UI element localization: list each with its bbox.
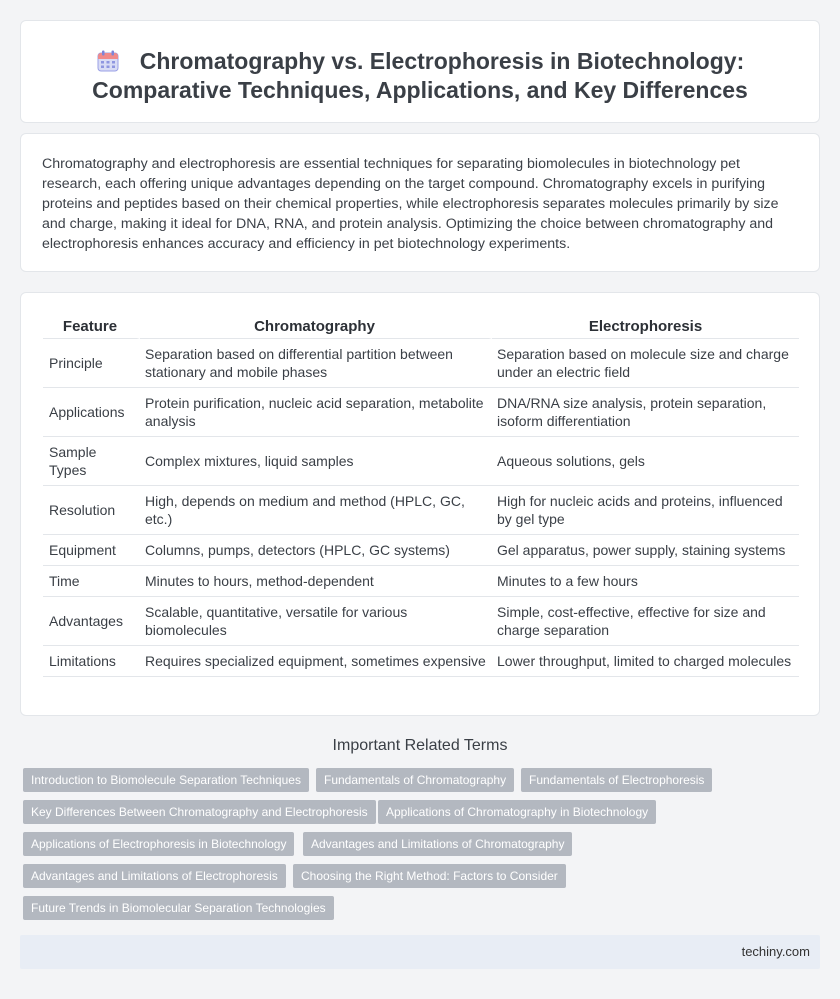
calendar-icon <box>96 49 120 73</box>
related-term-tag[interactable]: Introduction to Biomolecule Separation Techniques <box>23 768 309 792</box>
electrophoresis-cell: Gel apparatus, power supply, staining systems <box>492 535 799 566</box>
electrophoresis-cell: Aqueous solutions, gels <box>492 437 799 486</box>
header-electrophoresis: Electrophoresis <box>492 314 799 339</box>
feature-cell: Principle <box>43 339 140 388</box>
feature-cell: Equipment <box>43 535 140 566</box>
related-term-tag[interactable]: Applications of Electrophoresis in Biotechnology <box>23 832 294 856</box>
chromatography-cell: Scalable, quantitative, versatile for various biomolecules <box>140 597 492 646</box>
related-term-tag[interactable]: Fundamentals of Electrophoresis <box>521 768 712 792</box>
related-term-tag[interactable]: Choosing the Right Method: Factors to Consider <box>293 864 566 888</box>
table-row <box>43 339 799 388</box>
related-term-tag[interactable]: Advantages and Limitations of Electrophoresis <box>23 864 286 888</box>
chromatography-cell: Requires specialized equipment, sometimes expensive <box>140 646 492 677</box>
chromatography-cell: Protein purification, nucleic acid separation, metabolite analysis <box>140 388 492 437</box>
feature-cell: Limitations <box>43 646 140 677</box>
chromatography-cell: Minutes to hours, method-dependent <box>140 566 492 597</box>
related-terms-heading: Important Related Terms <box>332 737 508 754</box>
table-row <box>43 486 799 535</box>
feature-cell: Resolution <box>43 486 140 535</box>
table-row <box>43 597 799 646</box>
feature-cell: Sample Types <box>43 437 140 486</box>
table-header-row <box>43 314 799 339</box>
electrophoresis-cell: Simple, cost-effective, effective for size and charge separation <box>492 597 799 646</box>
electrophoresis-cell: High for nucleic acids and proteins, influenced by gel type <box>492 486 799 535</box>
related-term-tag[interactable]: Applications of Chromatography in Biotechnology <box>378 800 656 824</box>
table-row <box>43 566 799 597</box>
related-term-tag[interactable]: Fundamentals of Chromatography <box>316 768 514 792</box>
header-chromatography: Chromatography <box>140 314 492 339</box>
electrophoresis-cell: Minutes to a few hours <box>492 566 799 597</box>
intro-card <box>20 133 820 272</box>
electrophoresis-cell: Separation based on molecule size and charge under an electric field <box>492 339 799 388</box>
header-feature: Feature <box>43 314 140 339</box>
feature-cell: Applications <box>43 388 140 437</box>
table-row <box>43 646 799 677</box>
page-title-text: Chromatography vs. Electrophoresis in Biotechnology: Comparative Techniques, Applications, and Key Differences <box>92 48 748 103</box>
comparison-table <box>43 314 799 677</box>
chromatography-cell: Columns, pumps, detectors (HPLC, GC systems) <box>140 535 492 566</box>
footer-site-link[interactable]: techiny.com <box>741 944 810 959</box>
chromatography-cell: Separation based on differential partition between stationary and mobile phases <box>140 339 492 388</box>
chromatography-cell: High, depends on medium and method (HPLC, GC, etc.) <box>140 486 492 535</box>
table-row <box>43 388 799 437</box>
footer-bar <box>20 935 820 969</box>
title-card <box>20 20 820 123</box>
related-term-tag[interactable]: Key Differences Between Chromatography and Electrophoresis <box>23 800 376 824</box>
related-term-tag[interactable]: Advantages and Limitations of Chromatography <box>303 832 572 856</box>
table-row <box>43 535 799 566</box>
page-title <box>61 47 779 105</box>
table-row <box>43 437 799 486</box>
intro-paragraph: Chromatography and electrophoresis are essential techniques for separating biomolecules in biotechnology pet research, each offering unique advantages depending on the target compound. Chromatography excels in purifying proteins and peptides based on their chemical properties, while electrophoresis separates molecules primarily by size and charge, making it ideal for DNA, RNA, and protein analysis. Optimizing the choice between chromatography and electrophoresis enhances accuracy and efficiency in pet biotechnology experiments. <box>42 156 779 252</box>
comparison-table-card <box>20 292 820 716</box>
feature-cell: Advantages <box>43 597 140 646</box>
electrophoresis-cell: DNA/RNA size analysis, protein separation, isoform differentiation <box>492 388 799 437</box>
chromatography-cell: Complex mixtures, liquid samples <box>140 437 492 486</box>
electrophoresis-cell: Lower throughput, limited to charged molecules <box>492 646 799 677</box>
related-term-tag[interactable]: Future Trends in Biomolecular Separation Technologies <box>23 896 334 920</box>
feature-cell: Time <box>43 566 140 597</box>
